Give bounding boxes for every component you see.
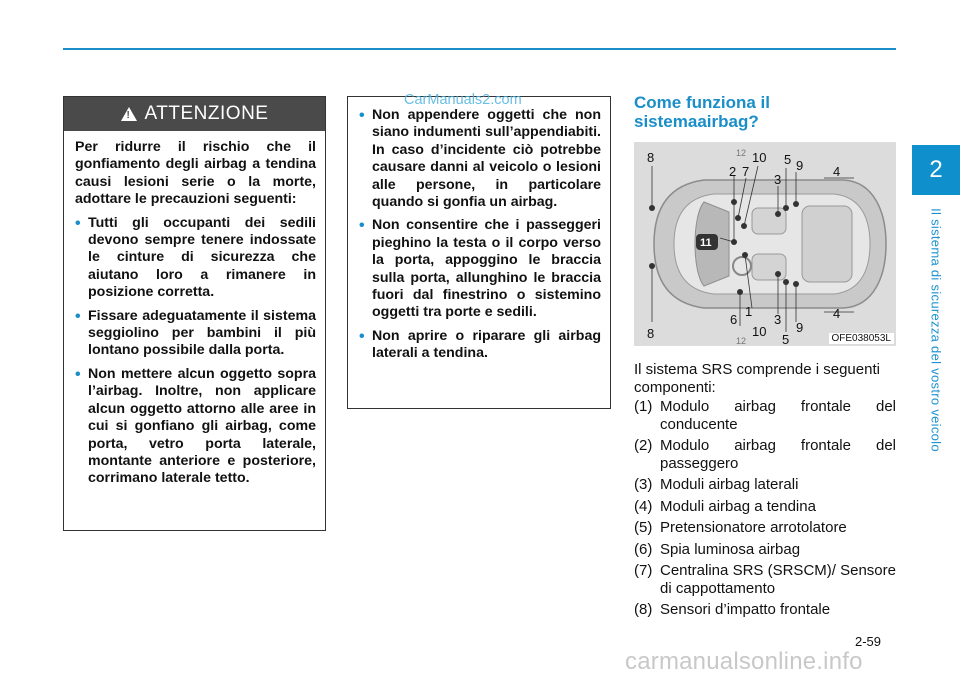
car-topview-illustration [634,142,896,346]
warning-continued-body [348,97,610,377]
top-rule [63,48,896,50]
warning-bullets [75,215,316,488]
diagram-label: 5 [782,332,790,346]
diagram-label: 5 [784,152,792,167]
warning-box-continued [347,96,611,409]
section-title-line: Come funziona il [634,93,770,112]
warning-continued-bullets [359,107,601,363]
diagram-label: 2 [729,164,737,179]
diagram-label: 11 [700,237,712,249]
list-item: (5) Pretensionatore arrotolatore [634,519,847,536]
chapter-number: 2 [929,156,943,183]
diagram-label: 12 [736,336,747,346]
diagram-label: 3 [774,312,782,327]
diagram-label: 12 [736,148,747,158]
warning-intro: Per ridurre il rischio che il gonfiamento degli airbag a tendina causi lesioni serie o la morte, adottare le precauzioni seguenti: [75,139,316,208]
footer-watermark: carmanualsonline.info [625,648,863,675]
airbag-diagram [634,142,896,346]
watermark-top: CarManuals2.com [404,92,522,108]
list-item: (8) Sensori d’impatto frontale [634,601,831,618]
warning-bullet: • Non aprire o riparare gli airbag laterali a tendina. [359,328,601,363]
diagram-label: 3 [774,172,782,187]
warning-bullet: • Non mettere alcun oggetto sopra l’airbag. Inoltre, non applicare alcun oggetto attorno alle aree in cui si gonfiano gli airbag, come porta, vetro porta laterale, montante anteriore e posteriore, corrimano laterale tetto. [75,366,316,488]
chapter-title: Il sistema di sicurezza del vostro veicolo [928,208,944,452]
diagram-label: 1 [745,304,753,319]
diagram-label: 10 [752,150,767,165]
warning-triangle-icon: ! [121,107,137,121]
warning-bullet: • Tutti gli occupanti dei sedili devono sempre tenere indossate le cinture di sicurezza che aiutano loro a rimanere in posizione corretta. [75,215,316,302]
list-item: (7) Centralina SRS (SRSCM)/ Sensore di cappottamento [634,562,896,597]
warning-box [63,96,326,531]
diagram-label: 9 [796,320,804,335]
warning-header [64,97,325,131]
components-list [634,398,896,623]
diagram-label: 6 [730,312,738,327]
diagram-label: 9 [796,158,804,173]
warning-bullet: • Non consentire che i passeggeri pieghino la testa o il corpo verso la porta, appoggino le braccia sulla porta, allunghino le braccia fuori dal finestrino o sistemino oggetti tra porte e sedili. [359,217,601,321]
chapter-tab [912,145,960,195]
warning-bullet: • Fissare adeguatamente il sistema seggiolino per bambini il più lontano possibile dalla porta. [75,308,316,360]
diagram-label: 7 [742,164,750,179]
diagram-label: 10 [752,324,767,339]
diagram-label: 4 [833,306,841,321]
components-intro: Il sistema SRS comprende i seguenti componenti: [634,361,880,396]
list-item: (2) Modulo airbag frontale del passeggero [634,437,896,472]
diagram-label: 8 [647,150,655,165]
list-item: (6) Spia luminosa airbag [634,540,801,558]
section-title [634,93,894,131]
section-title-line: sistemaairbag? [634,112,759,131]
page-number: 2-59 [855,634,882,649]
warning-body [64,131,325,502]
diagram-label: 4 [833,164,841,179]
diagram-label: 8 [647,326,655,341]
warning-title: ATTENZIONE [144,103,269,124]
list-item: (3) Moduli airbag laterali [634,476,799,493]
warning-bullet: • Non appendere oggetti che non siano indumenti sull’appendiabiti. In caso d’incidente ciò potrebbe causare danni al veicolo o lesioni alle persone, in particolare quando si gonfia un airbag. [359,107,601,211]
list-item: (1) Modulo airbag frontale del conducente [634,398,896,433]
diagram-caption: OFE038053L [829,333,895,344]
list-item: (4) Moduli airbag a tendina [634,497,816,515]
